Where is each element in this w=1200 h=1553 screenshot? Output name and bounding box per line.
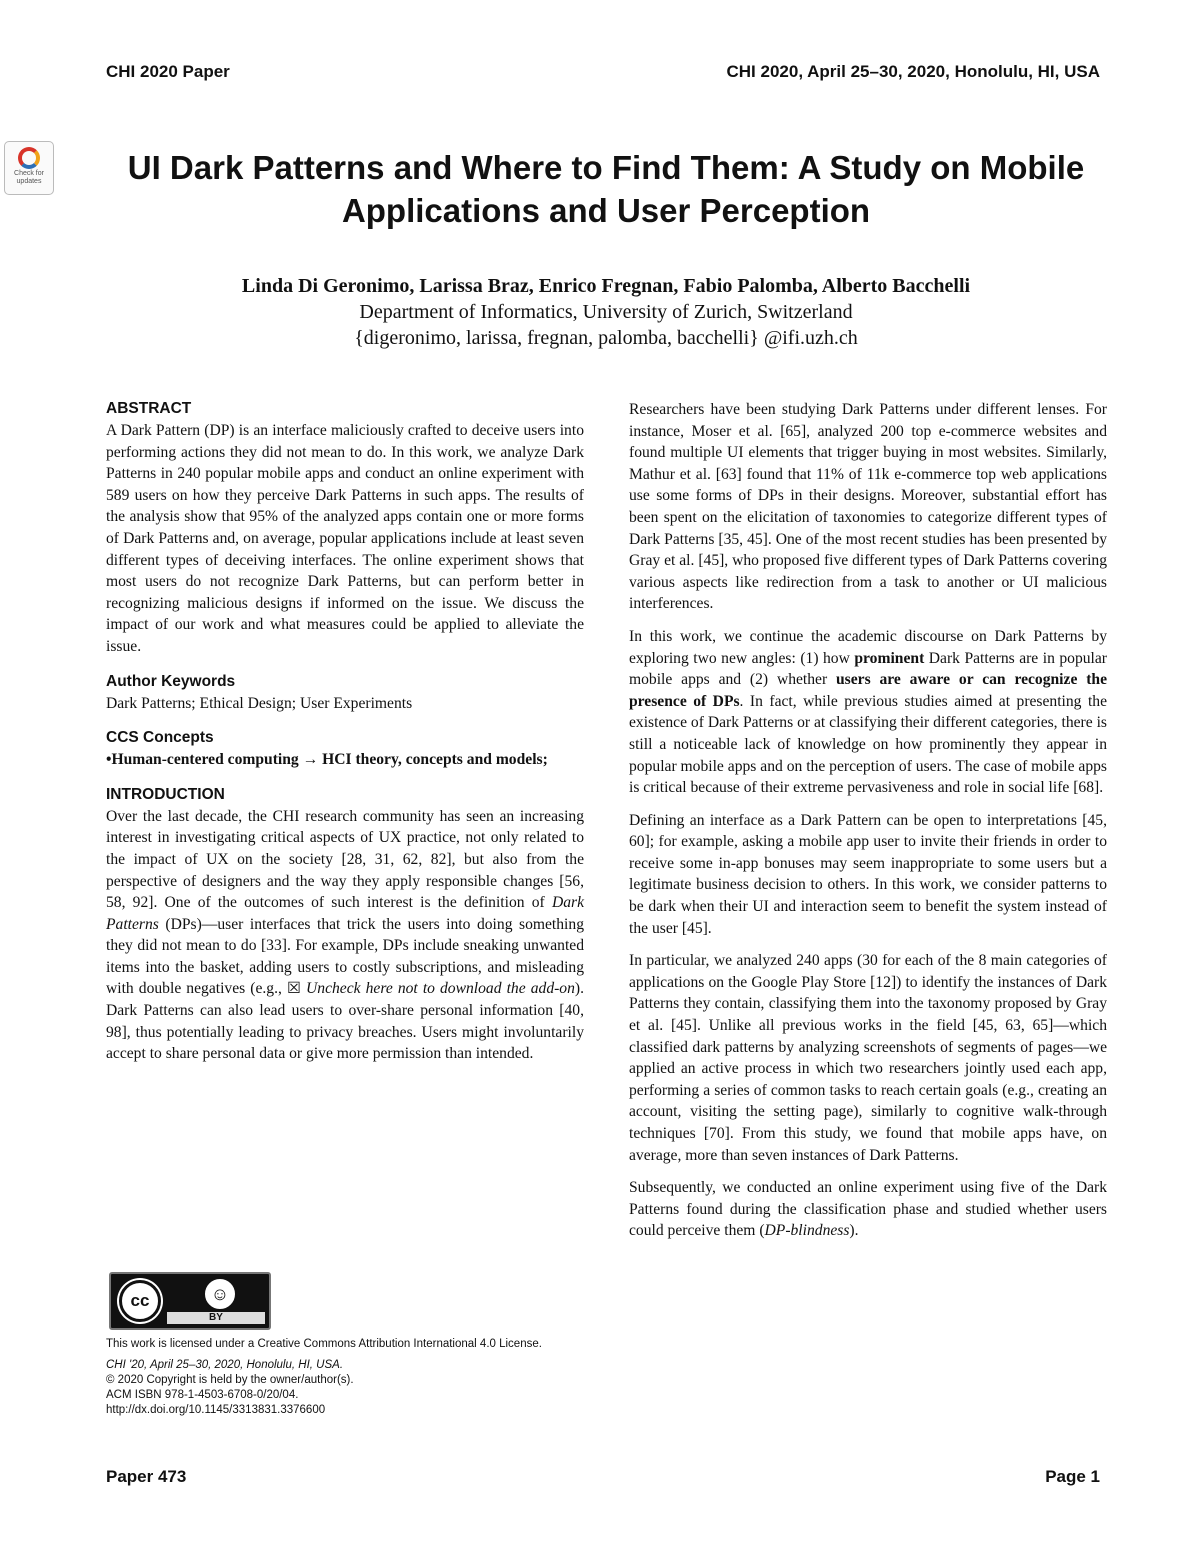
license-doi[interactable]: http://dx.doi.org/10.1145/3313831.3376600 (106, 1404, 326, 1416)
license-statement: This work is licensed under a Creative Commons Attribution International 4.0 License. (106, 1338, 542, 1350)
creative-commons-badge[interactable] (109, 1272, 271, 1330)
check-for-updates-badge[interactable] (4, 141, 54, 195)
keywords-text: Dark Patterns; Ethical Design; User Experiments (106, 694, 413, 712)
attribution-person-icon: ☺ (203, 1277, 237, 1311)
checkbox-icon: ☒ (286, 980, 301, 998)
check-for-updates-icon (18, 147, 40, 169)
paper-title: UI Dark Patterns and Where to Find Them: A Study on Mobile Applications and User Perception (127, 149, 1085, 229)
right-paragraph-1: Researchers have been studying Dark Patterns under different lenses. For instance, Moser et al. [65], analyzed 200 top e-commerce websites and found multiple UI elements that trigger buying in most websites. Similarly, Mathur et al. [63] found that 11% of 11k e-commerce top web applications use some forms of DPs in their designs. Moreover, substantial effort has been spent on the elicitation of taxonomies to categorize different types of Dark Patterns [35, 45]. One of the most recent studies has been presented by Gray et al. [45], who proposed five different types of Dark Patterns covering various aspects like redirection from a task to another or UI malicious interferences. (629, 401, 1107, 613)
author-emails: {digeronimo, larissa, fregnan, palomba, bacchelli} @ifi.uzh.ch (354, 327, 858, 349)
footer-paper-number: Paper 473 (106, 1467, 187, 1486)
left-column (106, 399, 584, 1065)
license-copyright: © 2020 Copyright is held by the owner/author(s). (106, 1374, 354, 1386)
cc-by-label: BY (167, 1312, 265, 1324)
ccs-text: •Human-centered computing → HCI theory, concepts and models; (106, 751, 548, 769)
right-column (629, 399, 1107, 1253)
keywords-heading: Author Keywords (106, 672, 236, 690)
license-conference: CHI '20, April 25–30, 2020, Honolulu, HI, USA. (106, 1359, 344, 1371)
license-isbn: ACM ISBN 978-1-4503-6708-0/20/04. (106, 1389, 299, 1401)
running-header-left: CHI 2020 Paper (106, 62, 230, 81)
running-header-right: CHI 2020, April 25–30, 2020, Honolulu, HI, USA (726, 62, 1100, 81)
ccs-heading: CCS Concepts (106, 729, 214, 747)
footer-page-number: Page 1 (1045, 1467, 1100, 1486)
creative-commons-icon: cc (119, 1280, 161, 1322)
license-block (106, 1337, 596, 1418)
right-paragraph-4: In particular, we analyzed 240 apps (30 for each of the 8 main categories of applications on the Google Play Store [12]) to identify the instances of Dark Patterns they contain, classifying them into the taxonomy proposed by Gray et al. [45]. Unlike all previous works in the field [45, 63, 65]—which classified dark patterns by analyzing screenshots of segments of pages—we applied an active process in which two researchers jointly used each app, performing a series of common tasks to reach certain goals (e.g., creating an account, visiting the setting page), similarly to cognitive walk-through techniques [70]. From this study, we found that mobile apps have, on average, more than seven instances of Dark Patterns. (629, 952, 1107, 1164)
check-for-updates-label: Check for updates (14, 170, 44, 185)
abstract-text: A Dark Pattern (DP) is an interface maliciously crafted to deceive users into performing actions they did not mean to do. In this work, we analyze Dark Patterns in 240 popular mobile apps and conduct an online experiment with 589 users on how they perceive Dark Patterns in such apps. The results of the analysis show that 95% of the analyzed apps contain one or more forms of Dark Patterns and, on average, popular applications include at least seven different types of deceiving interfaces. The online experiment shows that most users do not recognize Dark Patterns, but can perform better in recognizing malicious designs if informed on the issue. We discuss the impact of our work and what measures could be applied to alleviate the issue. (106, 422, 584, 655)
introduction-paragraph: Over the last decade, the CHI research community has seen an increasing interest in investigating critical aspects of UX practice, not only related to the impact of UX on the society [28, 31, 62, 82], but also from the perspective of designers and the way they apply responsible changes [56, 58, 92]. One of the outcomes of such interest is the definition of Dark Patterns (DPs)—user interfaces that trick the users into doing something they did not mean to do [33]. For example, DPs include sneaking unwanted items into the basket, adding users to costly subscriptions, and misleading with double negatives (e.g., ☒ Uncheck here not to download the add-on). Dark Patterns can also lead users to over-share personal information [40, 98], thus potentially leading to privacy breaches. Users might involuntarily accept to share personal data or give more permission than intended. (106, 807, 584, 1063)
introduction-heading: INTRODUCTION (106, 785, 225, 803)
affiliation: Department of Informatics, University of Zurich, Switzerland (359, 301, 853, 323)
abstract-heading: ABSTRACT (106, 400, 192, 417)
author-list: Linda Di Geronimo, Larissa Braz, Enrico Fregnan, Fabio Palomba, Alberto Bacchelli (241, 275, 971, 297)
right-paragraph-5: Subsequently, we conducted an online experiment using five of the Dark Patterns found during the classification phase and studied whether users could perceive them (DP-blindness). (629, 1179, 1107, 1240)
right-paragraph-3: Defining an interface as a Dark Pattern can be open to interpretations [45, 60]; for example, asking a mobile app user to invite their friends in order to receive some in-app bonuses may seem inappropriate to some users but a legitimate business decision to others. In this work, we consider patterns to be dark when their UI and interaction seem to benefit the system instead of the user [45]. (629, 811, 1107, 937)
right-paragraph-2: In this work, we continue the academic discourse on Dark Patterns by exploring two new angles: (1) how prominent Dark Patterns are in popular mobile apps and (2) whether users are aware or can recognize the presence of DPs. In fact, while previous studies aimed at presenting the existence of Dark Patterns or at classifying their different categories, there is still a noticeable lack of knowledge on how prominently they appear in popular mobile apps and on the perception of users. The case of mobile apps is critical because of their extreme pervasiveness and role in social life [68]. (629, 627, 1108, 797)
